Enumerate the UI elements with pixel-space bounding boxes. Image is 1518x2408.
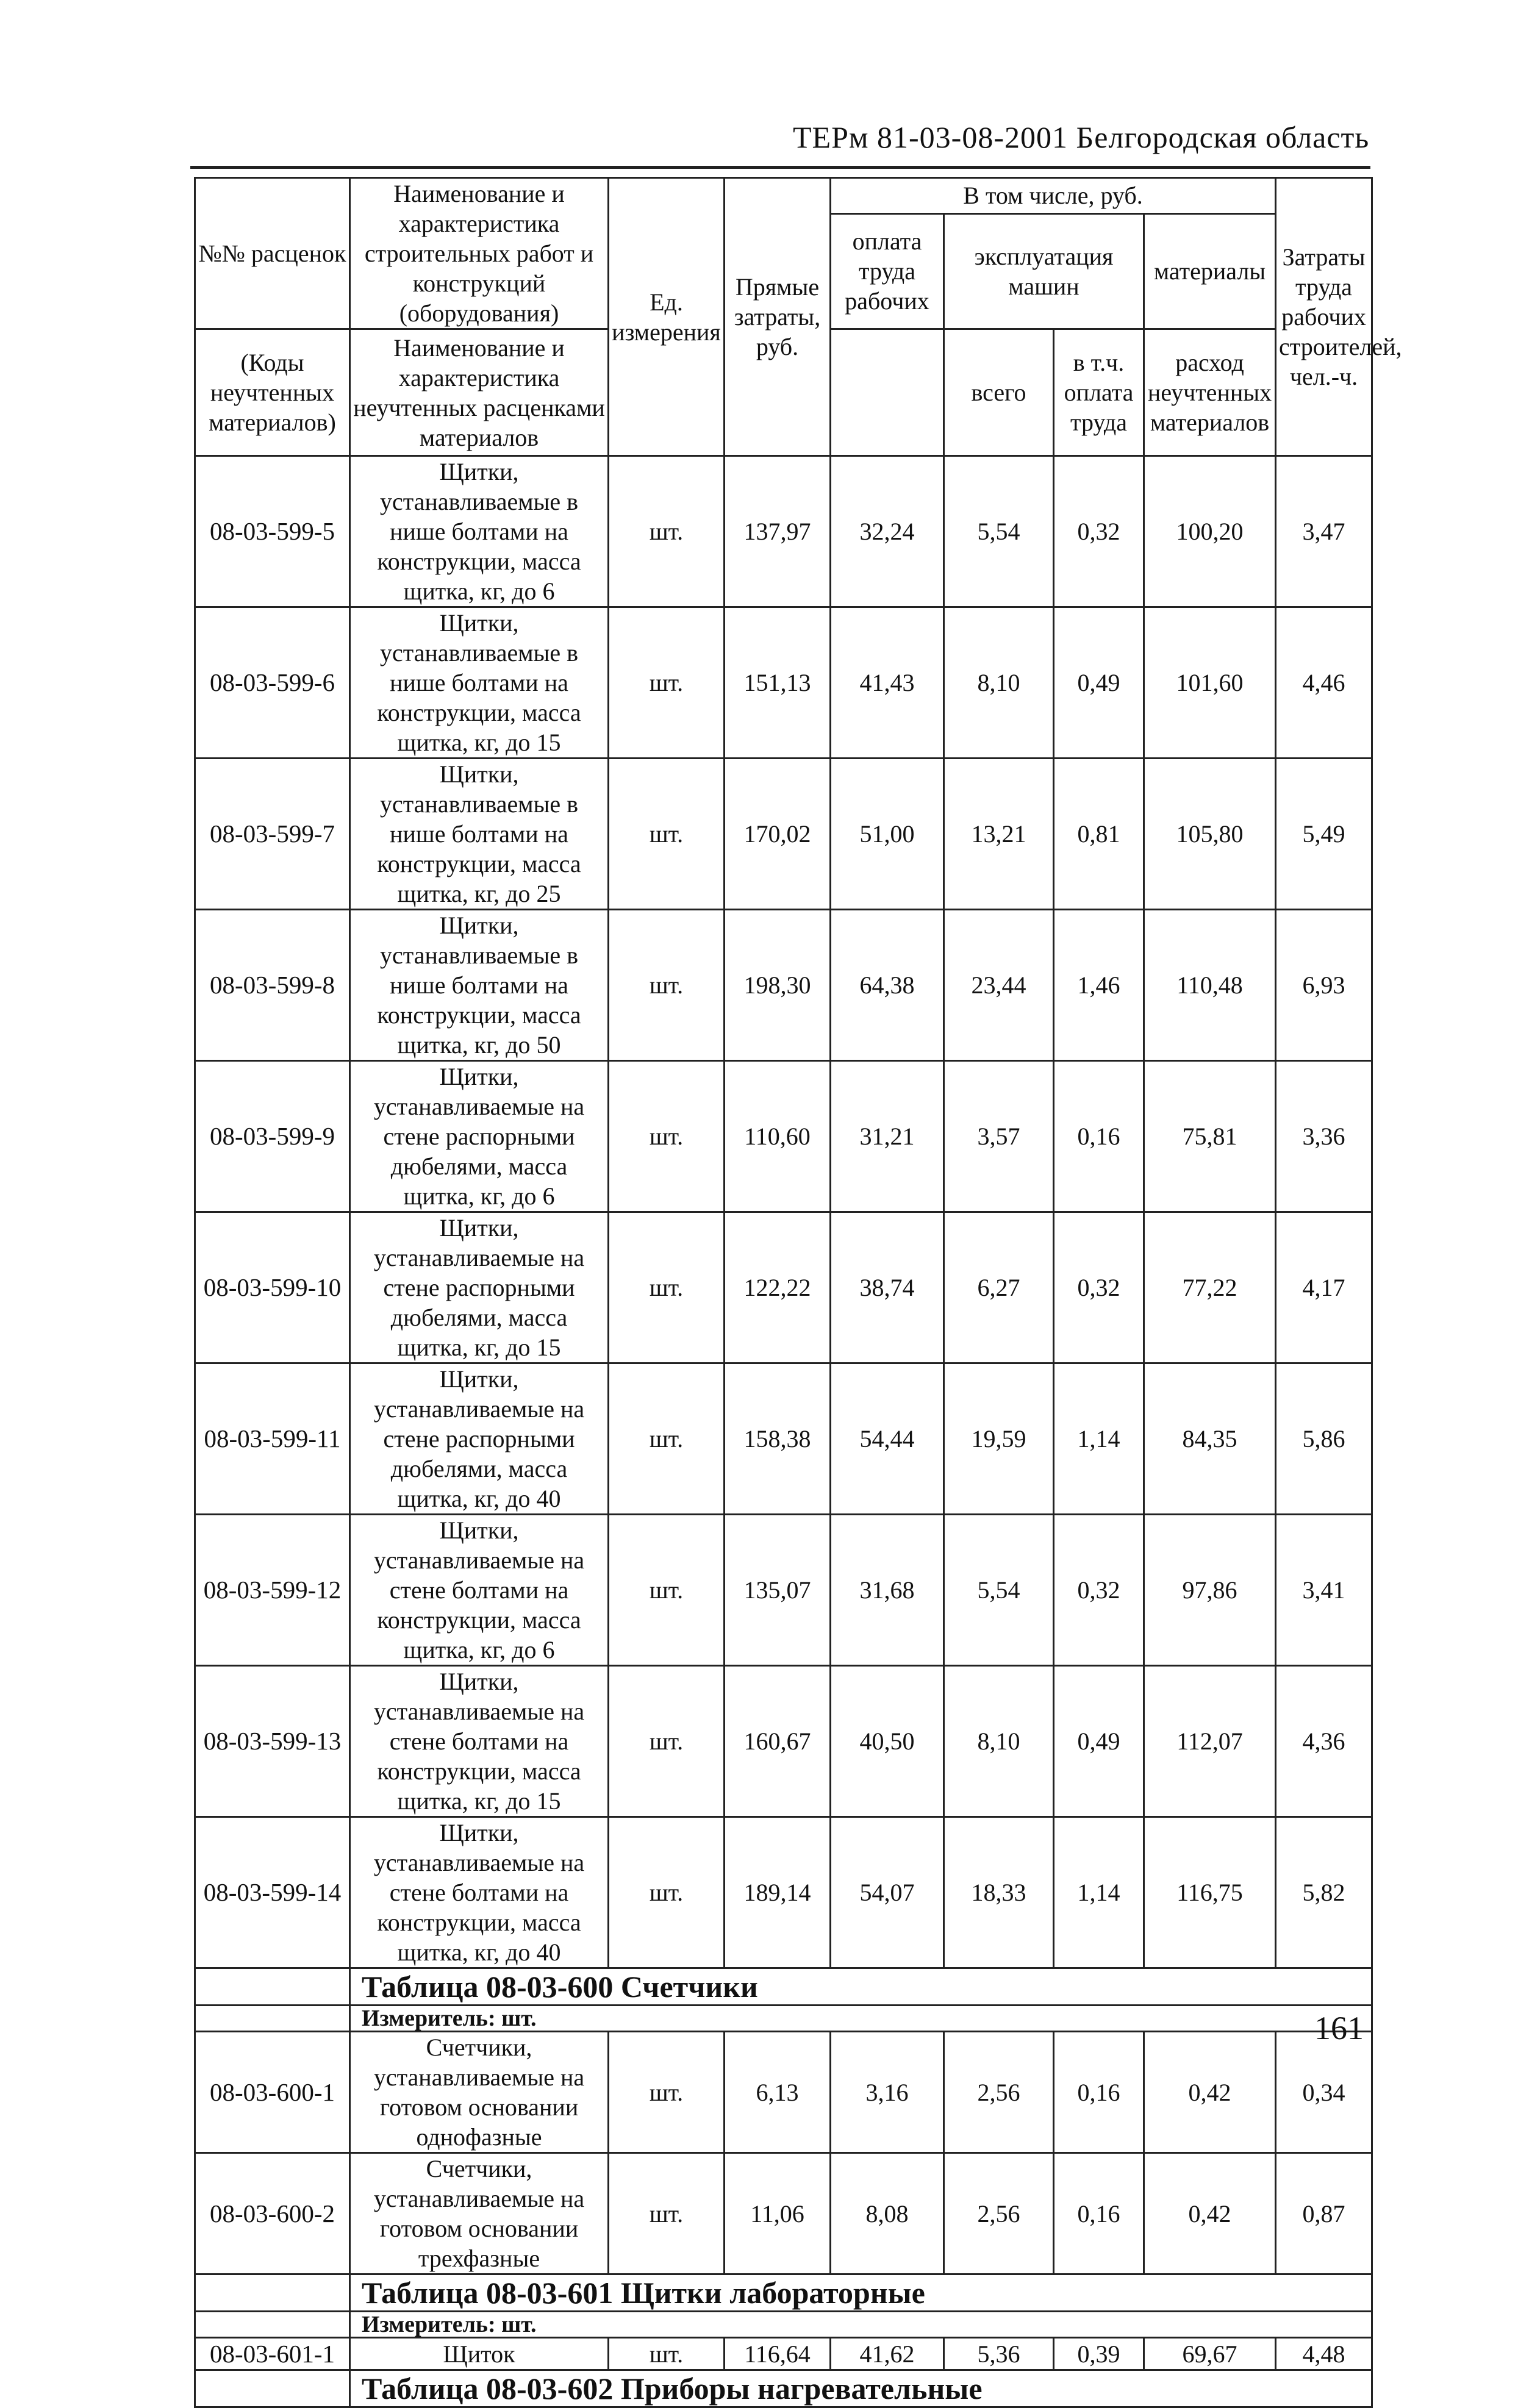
- table-row: [195, 759, 1372, 910]
- machine-labor-pay: 0,32: [1054, 1212, 1144, 1363]
- section-title-row: [195, 1968, 1372, 2006]
- direct-cost: 151,13: [725, 607, 831, 759]
- labor-hours: 3,41: [1276, 1515, 1372, 1666]
- unit-cell: шт.: [609, 910, 725, 1061]
- materials-cost: 77,22: [1144, 1212, 1276, 1363]
- work-name: Щитки, устанавливаемые на стене болтами на конструкции, масса щитка, кг, до 6: [350, 1515, 609, 1666]
- labor-pay: 64,38: [831, 910, 944, 1061]
- table-row: [195, 2153, 1372, 2274]
- work-name: Щитки, устанавливаемые на стене болтами на конструкции, масса щитка, кг, до 40: [350, 1817, 609, 1968]
- machine-labor-pay: 0,81: [1054, 759, 1144, 910]
- work-name: Щитки, устанавливаемые на стене распорными дюбелями, масса щитка, кг, до 6: [350, 1061, 609, 1212]
- blank-cell: [195, 2370, 350, 2407]
- labor-hours: 5,49: [1276, 759, 1372, 910]
- col-header-unit: Ед. измерения: [609, 178, 725, 456]
- labor-pay: 8,08: [831, 2153, 944, 2274]
- machine-cost: 5,54: [944, 456, 1054, 607]
- rate-code: 08-03-599-8: [195, 910, 350, 1061]
- direct-cost: 122,22: [725, 1212, 831, 1363]
- section-title: Таблица 08-03-601 Щитки лабораторные: [350, 2274, 1372, 2312]
- labor-hours: 4,17: [1276, 1212, 1372, 1363]
- col-header-labor-pay: оплата труда рабочих: [831, 213, 944, 329]
- machine-labor-pay: 0,16: [1054, 2032, 1144, 2153]
- labor-hours: 4,46: [1276, 607, 1372, 759]
- machine-cost: 6,27: [944, 1212, 1054, 1363]
- labor-pay: 31,68: [831, 1515, 944, 1666]
- rate-code: 08-03-599-11: [195, 1363, 350, 1515]
- col-header-machines: эксплуатация машин: [944, 213, 1144, 329]
- labor-hours: 4,36: [1276, 1666, 1372, 1817]
- work-name: Счетчики, устанавливаемые на готовом основании трехфазные: [350, 2153, 609, 2274]
- machine-cost: 13,21: [944, 759, 1054, 910]
- rate-code: 08-03-599-5: [195, 456, 350, 607]
- labor-pay: 41,62: [831, 2338, 944, 2370]
- direct-cost: 137,97: [725, 456, 831, 607]
- unit-cell: шт.: [609, 456, 725, 607]
- materials-cost: 112,07: [1144, 1666, 1276, 1817]
- direct-cost: 198,30: [725, 910, 831, 1061]
- labor-hours: 4,48: [1276, 2338, 1372, 2370]
- labor-hours: 0,34: [1276, 2032, 1372, 2153]
- machine-cost: 2,56: [944, 2153, 1054, 2274]
- measure-label-row: [195, 2006, 1372, 2032]
- materials-cost: 105,80: [1144, 759, 1276, 910]
- unit-cell: шт.: [609, 759, 725, 910]
- section-title-row: [195, 2370, 1372, 2407]
- col-header-mach-total: всего: [944, 329, 1054, 456]
- measure-label: Измеритель: шт.: [350, 2312, 1372, 2338]
- work-name: Щитки, устанавливаемые в нише болтами на конструкции, масса щитка, кг, до 6: [350, 456, 609, 607]
- machine-cost: 8,10: [944, 607, 1054, 759]
- machine-cost: 5,54: [944, 1515, 1054, 1666]
- measure-label: Измеритель: шт.: [350, 2006, 1372, 2032]
- unit-cell: шт.: [609, 2032, 725, 2153]
- col-header-name-bottom: Наименование и характеристика неучтенных расценками материалов: [350, 329, 609, 456]
- direct-cost: 170,02: [725, 759, 831, 910]
- machine-labor-pay: 0,32: [1054, 1515, 1144, 1666]
- materials-cost: 100,20: [1144, 456, 1276, 607]
- machine-cost: 18,33: [944, 1817, 1054, 1968]
- table-row: [195, 1363, 1372, 1515]
- blank-cell: [195, 2312, 350, 2338]
- materials-cost: 0,42: [1144, 2032, 1276, 2153]
- col-header-name: Наименование и характеристика строительных работ и конструкций (оборудования): [350, 178, 609, 329]
- table-row: [195, 1212, 1372, 1363]
- materials-cost: 116,75: [1144, 1817, 1276, 1968]
- machine-labor-pay: 0,16: [1054, 1061, 1144, 1212]
- machine-cost: 8,10: [944, 1666, 1054, 1817]
- col-header-code-bottom: (Коды неучтенных материалов): [195, 329, 350, 456]
- unit-cell: шт.: [609, 1363, 725, 1515]
- materials-cost: 75,81: [1144, 1061, 1276, 1212]
- table-row: [195, 910, 1372, 1061]
- unit-cell: шт.: [609, 1817, 725, 1968]
- labor-pay: 54,44: [831, 1363, 944, 1515]
- work-name: Щиток: [350, 2338, 609, 2370]
- machine-labor-pay: 1,14: [1054, 1363, 1144, 1515]
- materials-cost: 84,35: [1144, 1363, 1276, 1515]
- table-row: [195, 1817, 1372, 1968]
- col-header-incl: В том числе, руб.: [831, 178, 1276, 214]
- direct-cost: 6,13: [725, 2032, 831, 2153]
- table-row: [195, 456, 1372, 607]
- direct-cost: 135,07: [725, 1515, 831, 1666]
- col-header-mach-pay: в т.ч. оплата труда: [1054, 329, 1144, 456]
- table-row: [195, 1061, 1372, 1212]
- rate-code: 08-03-600-1: [195, 2032, 350, 2153]
- machine-labor-pay: 1,14: [1054, 1817, 1144, 1968]
- machine-labor-pay: 0,39: [1054, 2338, 1144, 2370]
- table-row: [195, 607, 1372, 759]
- labor-pay: 41,43: [831, 607, 944, 759]
- labor-pay: 32,24: [831, 456, 944, 607]
- labor-pay: 40,50: [831, 1666, 944, 1817]
- machine-cost: 3,57: [944, 1061, 1054, 1212]
- machine-cost: 23,44: [944, 910, 1054, 1061]
- direct-cost: 110,60: [725, 1061, 831, 1212]
- labor-pay: 3,16: [831, 2032, 944, 2153]
- direct-cost: 116,64: [725, 2338, 831, 2370]
- unit-cell: шт.: [609, 2338, 725, 2370]
- direct-cost: 189,14: [725, 1817, 831, 1968]
- rate-code: 08-03-599-6: [195, 607, 350, 759]
- materials-cost: 0,42: [1144, 2153, 1276, 2274]
- work-name: Щитки, устанавливаемые в нише болтами на конструкции, масса щитка, кг, до 15: [350, 607, 609, 759]
- machine-labor-pay: 0,32: [1054, 456, 1144, 607]
- materials-cost: 97,86: [1144, 1515, 1276, 1666]
- labor-pay: 51,00: [831, 759, 944, 910]
- machine-labor-pay: 0,49: [1054, 607, 1144, 759]
- header-rule: [190, 166, 1370, 169]
- rate-code: 08-03-599-7: [195, 759, 350, 910]
- work-name: Щитки, устанавливаемые в нише болтами на конструкции, масса щитка, кг, до 50: [350, 910, 609, 1061]
- section-title: Таблица 08-03-600 Счетчики: [350, 1968, 1372, 2006]
- work-name: Щитки, устанавливаемые на стене распорными дюбелями, масса щитка, кг, до 40: [350, 1363, 609, 1515]
- rate-code: 08-03-599-14: [195, 1817, 350, 1968]
- rate-code: 08-03-599-9: [195, 1061, 350, 1212]
- price-table: [194, 177, 1402, 2408]
- direct-cost: 160,67: [725, 1666, 831, 1817]
- table-row: [195, 1515, 1372, 1666]
- col-header-mat-consumption: расход неучтенных материалов: [1144, 329, 1276, 456]
- unit-cell: шт.: [609, 1061, 725, 1212]
- machine-labor-pay: 0,49: [1054, 1666, 1144, 1817]
- table-row: [195, 1666, 1372, 1817]
- blank-cell: [195, 2006, 350, 2032]
- rate-code: 08-03-599-13: [195, 1666, 350, 1817]
- col-header-code: №№ расценок: [195, 178, 350, 329]
- unit-cell: шт.: [609, 1515, 725, 1666]
- materials-cost: 69,67: [1144, 2338, 1276, 2370]
- work-name: Щитки, устанавливаемые на стене распорными дюбелями, масса щитка, кг, до 15: [350, 1212, 609, 1363]
- section-title: Таблица 08-03-602 Приборы нагревательные: [350, 2370, 1372, 2407]
- rate-code: 08-03-600-2: [195, 2153, 350, 2274]
- rate-code: 08-03-601-1: [195, 2338, 350, 2370]
- unit-cell: шт.: [609, 1666, 725, 1817]
- unit-cell: шт.: [609, 2153, 725, 2274]
- section-title-row: [195, 2274, 1372, 2312]
- unit-cell: шт.: [609, 607, 725, 759]
- labor-hours: 6,93: [1276, 910, 1372, 1061]
- table-row: [195, 2338, 1372, 2370]
- labor-hours: 0,87: [1276, 2153, 1372, 2274]
- table-body: [195, 178, 1402, 2407]
- labor-pay: 31,21: [831, 1061, 944, 1212]
- labor-pay: 54,07: [831, 1817, 944, 1968]
- labor-hours: 5,86: [1276, 1363, 1372, 1515]
- materials-cost: 110,48: [1144, 910, 1276, 1061]
- unit-cell: шт.: [609, 1212, 725, 1363]
- measure-label-row: [195, 2312, 1372, 2338]
- page-number: 161: [1314, 2010, 1364, 2046]
- labor-hours: 3,47: [1276, 456, 1372, 607]
- rate-code: 08-03-599-10: [195, 1212, 350, 1363]
- machine-cost: 5,36: [944, 2338, 1054, 2370]
- machine-cost: 19,59: [944, 1363, 1054, 1515]
- blank-cell: [195, 1968, 350, 2006]
- direct-cost: 11,06: [725, 2153, 831, 2274]
- labor-hours: 3,36: [1276, 1061, 1372, 1212]
- blank-cell: [195, 2274, 350, 2312]
- col-header-labor-pay-blank: [831, 329, 944, 456]
- rate-code: 08-03-599-12: [195, 1515, 350, 1666]
- work-name: Щитки, устанавливаемые в нише болтами на конструкции, масса щитка, кг, до 25: [350, 759, 609, 910]
- work-name: Щитки, устанавливаемые на стене болтами на конструкции, масса щитка, кг, до 15: [350, 1666, 609, 1817]
- labor-pay: 38,74: [831, 1212, 944, 1363]
- machine-labor-pay: 1,46: [1054, 910, 1144, 1061]
- materials-cost: 101,60: [1144, 607, 1276, 759]
- machine-labor-pay: 0,16: [1054, 2153, 1144, 2274]
- document-header: ТЕРм 81-03-08-2001 Белгородская область: [793, 120, 1370, 154]
- col-header-labor-cost: Затраты труда рабочих строителей, чел.-ч.: [1276, 178, 1372, 456]
- labor-hours: 5,82: [1276, 1817, 1372, 1968]
- direct-cost: 158,38: [725, 1363, 831, 1515]
- table-row: [195, 2032, 1372, 2153]
- col-header-materials: материалы: [1144, 213, 1276, 329]
- machine-cost: 2,56: [944, 2032, 1054, 2153]
- work-name: Счетчики, устанавливаемые на готовом основании однофазные: [350, 2032, 609, 2153]
- col-header-direct: Прямые затраты, руб.: [725, 178, 831, 456]
